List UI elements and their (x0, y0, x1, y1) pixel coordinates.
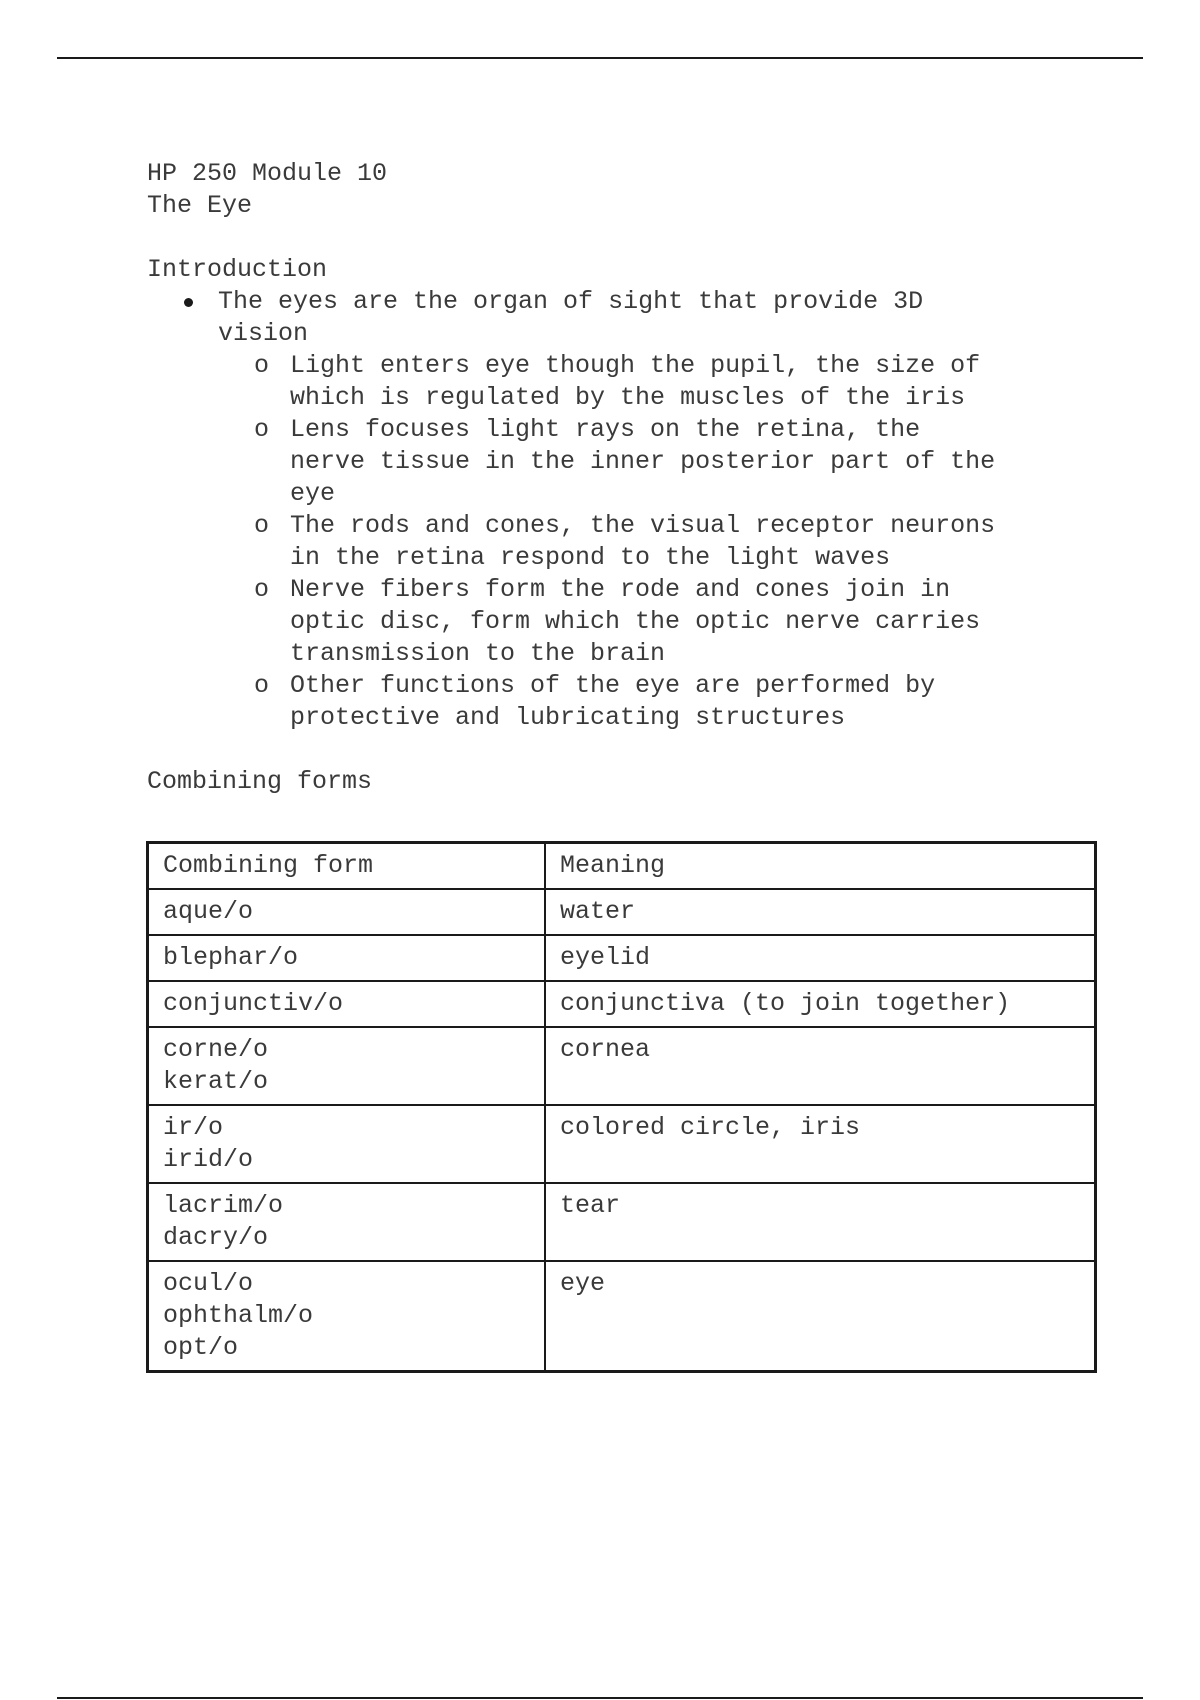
sub-bullet-list (218, 350, 1107, 734)
header-meaning: Meaning (560, 851, 666, 880)
sub-bullet-text-line: The rods and cones, the visual receptor neurons (290, 511, 996, 540)
sub-bullet-text-line: transmission to the brain (290, 639, 666, 668)
combining-forms-table (146, 841, 1097, 1373)
combining-forms-heading: Combining forms (147, 767, 373, 796)
meaning: eye (560, 1269, 606, 1298)
form-cell (148, 1027, 546, 1105)
table-row (148, 981, 1096, 1027)
meaning: cornea (560, 1035, 651, 1064)
form-cell (148, 981, 546, 1027)
table-header-cell (148, 843, 546, 890)
table-row (148, 889, 1096, 935)
sub-bullet-marker: o (254, 575, 270, 604)
meaning: eyelid (560, 943, 651, 972)
list-item (218, 574, 1107, 670)
bullet-text-line: The eyes are the organ of sight that provide 3D (218, 287, 924, 316)
sub-bullet-text-line: Nerve fibers form the rode and cones join in (290, 575, 951, 604)
meaning-cell (545, 1183, 1096, 1261)
form-cell (148, 1261, 546, 1372)
table-row (148, 1027, 1096, 1105)
combining-form: ir/o (163, 1113, 224, 1142)
introduction-heading: Introduction (147, 255, 328, 284)
meaning: colored circle, iris (560, 1113, 861, 1142)
combining-form: kerat/o (163, 1067, 269, 1096)
sub-bullet-text-line: Light enters eye though the pupil, the size of (290, 351, 981, 380)
sub-bullet-text-line: optic disc, form which the optic nerve carries (290, 607, 981, 636)
bottom-rule (57, 1697, 1143, 1699)
sub-bullet-text-line: eye (290, 479, 336, 508)
table-row (148, 1261, 1096, 1372)
combining-form: opt/o (163, 1333, 239, 1362)
document-body (147, 158, 1107, 798)
table-row (148, 935, 1096, 981)
table-header-row (148, 843, 1096, 890)
table-row (148, 1105, 1096, 1183)
combining-form: lacrim/o (163, 1191, 284, 1220)
meaning-cell (545, 1027, 1096, 1105)
meaning: tear (560, 1191, 621, 1220)
top-rule (57, 57, 1143, 59)
list-item (218, 670, 1107, 734)
intro-bullet-list (147, 286, 1107, 734)
combining-form: aque/o (163, 897, 254, 926)
sub-bullet-text-line: in the retina respond to the light waves (290, 543, 891, 572)
meaning: conjunctiva (to join together) (560, 989, 1011, 1018)
form-cell (148, 889, 546, 935)
combining-form: ophthalm/o (163, 1301, 314, 1330)
combining-form: corne/o (163, 1035, 269, 1064)
meaning-cell (545, 1261, 1096, 1372)
list-item (218, 510, 1107, 574)
combining-form: dacry/o (163, 1223, 269, 1252)
bullet-icon (184, 298, 193, 307)
sub-bullet-text-line: Other functions of the eye are performed by (290, 671, 936, 700)
sub-bullet-marker: o (254, 351, 270, 380)
meaning-cell (545, 935, 1096, 981)
meaning: water (560, 897, 636, 926)
table-header-cell (545, 843, 1096, 890)
form-cell (148, 935, 546, 981)
sub-bullet-marker: o (254, 671, 270, 700)
sub-bullet-text-line: which is regulated by the muscles of the iris (290, 383, 966, 412)
list-item (218, 350, 1107, 414)
form-cell (148, 1183, 546, 1261)
sub-bullet-marker: o (254, 511, 270, 540)
course-title: HP 250 Module 10 (147, 159, 388, 188)
module-title: The Eye (147, 191, 253, 220)
form-cell (148, 1105, 546, 1183)
header-combining-form: Combining form (163, 851, 374, 880)
sub-bullet-text-line: Lens focuses light rays on the retina, the (290, 415, 921, 444)
meaning-cell (545, 981, 1096, 1027)
sub-bullet-text-line: nerve tissue in the inner posterior part of the (290, 447, 996, 476)
combining-form: ocul/o (163, 1269, 254, 1298)
combining-form: blephar/o (163, 943, 299, 972)
combining-form: irid/o (163, 1145, 254, 1174)
meaning-cell (545, 1105, 1096, 1183)
meaning-cell (545, 889, 1096, 935)
list-item (218, 414, 1107, 510)
table-row (148, 1183, 1096, 1261)
bullet-text-line: vision (218, 319, 309, 348)
sub-bullet-text-line: protective and lubricating structures (290, 703, 846, 732)
combining-form: conjunctiv/o (163, 989, 344, 1018)
list-item (147, 286, 1107, 734)
sub-bullet-marker: o (254, 415, 270, 444)
